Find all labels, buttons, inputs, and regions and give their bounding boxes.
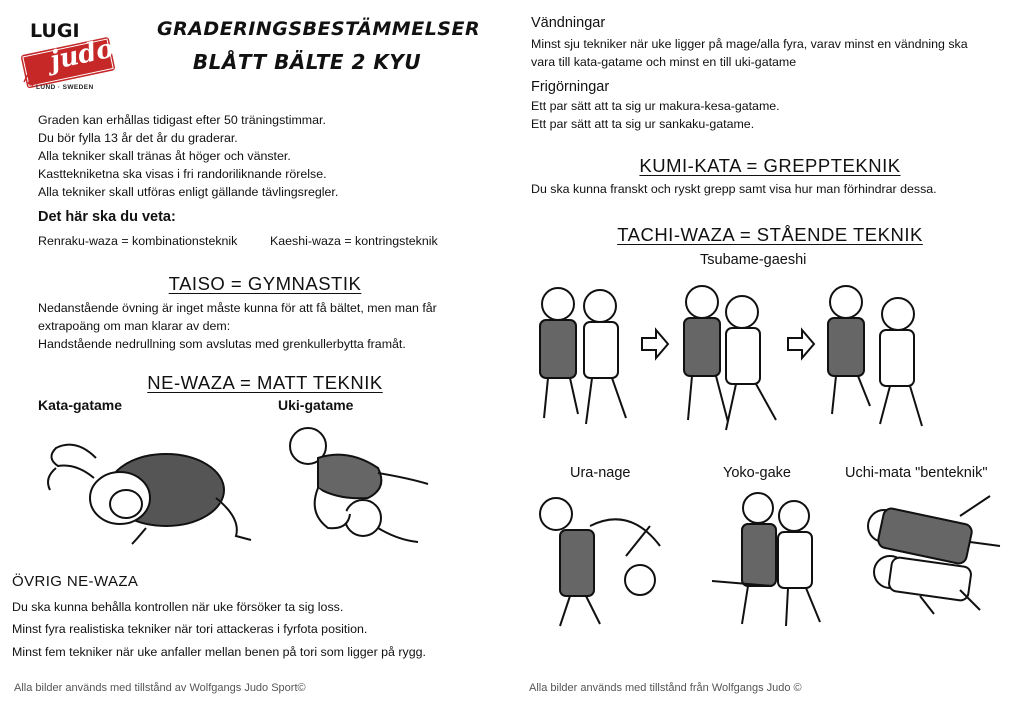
frigorningar-heading: Frigörningar <box>531 79 610 95</box>
taiso-line: Nedanstående övning är inget måste kunna för att få bältet, men man får <box>38 301 437 315</box>
frigorningar-line: Ett par sätt att ta sig ur sankaku-gatame. <box>531 117 755 131</box>
footer-left: Alla bilder används med tillstånd av Wolfgangs Judo Sport© <box>14 682 306 694</box>
frigorningar-line: Ett par sätt att ta sig ur makura-kesa-gatame. <box>531 99 780 113</box>
ovrig-line: Minst fem tekniker när uke anfaller mellan benen på tori som ligger på rygg. <box>12 645 426 659</box>
footer-right: Alla bilder används med tillstånd från Wolfgangs Judo © <box>529 682 802 694</box>
frigorningar-text <box>531 97 780 133</box>
ovrig-line: Du ska kunna behålla kontrollen när uke försöker ta sig loss. <box>12 600 344 614</box>
knowledge-item-renraku: Renraku-waza = kombinationsteknik <box>38 234 238 248</box>
ura-nage-illustration <box>530 486 690 631</box>
uchi-mata-illustration <box>850 486 1010 631</box>
yoko-gake-illustration <box>702 486 832 631</box>
ura-nage-label: Ura-nage <box>570 465 631 481</box>
kumikata-text: Du ska kunna franskt och ryskt grepp samt visa hur man förhindrar dessa. <box>531 182 937 196</box>
intro-line: Alla tekniker skall utföras enligt gällande tävlingsregler. <box>38 185 339 199</box>
knowledge-item-kaeshi: Kaeshi-waza = kontringsteknik <box>270 234 438 248</box>
kata-gatame-label: Kata-gatame <box>38 397 123 413</box>
intro-line: Alla tekniker skall tränas åt höger och vänster. <box>38 149 291 163</box>
taiso-text <box>38 299 493 353</box>
lugi-judo-logo <box>14 18 118 96</box>
taiso-line: extrapoäng om man klarar av dem: <box>38 319 231 333</box>
taiso-line: Handstående nedrullning som avslutas med grenkullerbytta framåt. <box>38 337 406 351</box>
intro-text <box>38 111 338 201</box>
kata-gatame-illustration <box>36 418 266 548</box>
vandningar-line: Minst sju tekniker när uke ligger på mage/alla fyra, varav minst en vändning ska <box>531 37 968 51</box>
taiso-heading: TAISO = GYMNASTIK <box>168 273 362 294</box>
tsubame-gaeshi-label: Tsubame-gaeshi <box>700 252 807 268</box>
logo-line1: LUGI <box>30 20 80 42</box>
vandningar-text <box>531 35 968 71</box>
tsubame-gaeshi-sequence <box>530 274 950 438</box>
yoko-gake-label: Yoko-gake <box>723 465 791 481</box>
uchi-mata-label: Uchi-mata "benteknik" <box>845 465 988 481</box>
vandningar-heading: Vändningar <box>531 15 606 31</box>
uki-gatame-illustration <box>278 418 443 550</box>
uki-gatame-label: Uki-gatame <box>278 397 354 413</box>
page-title-line1: GRADERINGSBESTÄMMELSER <box>157 18 481 40</box>
ovrig-heading: ÖVRIG NE-WAZA <box>12 573 139 590</box>
ovrig-line: Minst fyra realistiska tekniker när tori attackeras i fyrfota position. <box>12 622 368 636</box>
tachiwaza-heading: TACHI-WAZA = STÅENDE TEKNIK <box>617 224 923 245</box>
intro-line: Graden kan erhållas tidigast efter 50 träningstimmar. <box>38 113 326 127</box>
kumikata-heading: KUMI-KATA = GREPPTEKNIK <box>639 155 901 176</box>
logo-line2: judo <box>47 33 117 77</box>
page-title-line2: BLÅTT BÄLTE 2 KYU <box>192 50 422 74</box>
newaza-heading: NE-WAZA = MATT TEKNIK <box>147 372 383 393</box>
logo-line3: LUND · SWEDEN <box>36 84 94 91</box>
knowledge-heading: Det här ska du veta: <box>38 209 176 225</box>
intro-line: Kasttekniketna ska visas i fri randoriliknande rörelse. <box>38 167 327 181</box>
intro-line: Du bör fylla 13 år det år du graderar. <box>38 131 238 145</box>
vandningar-line: vara till kata-gatame och minst en till uki-gatame <box>531 55 797 69</box>
